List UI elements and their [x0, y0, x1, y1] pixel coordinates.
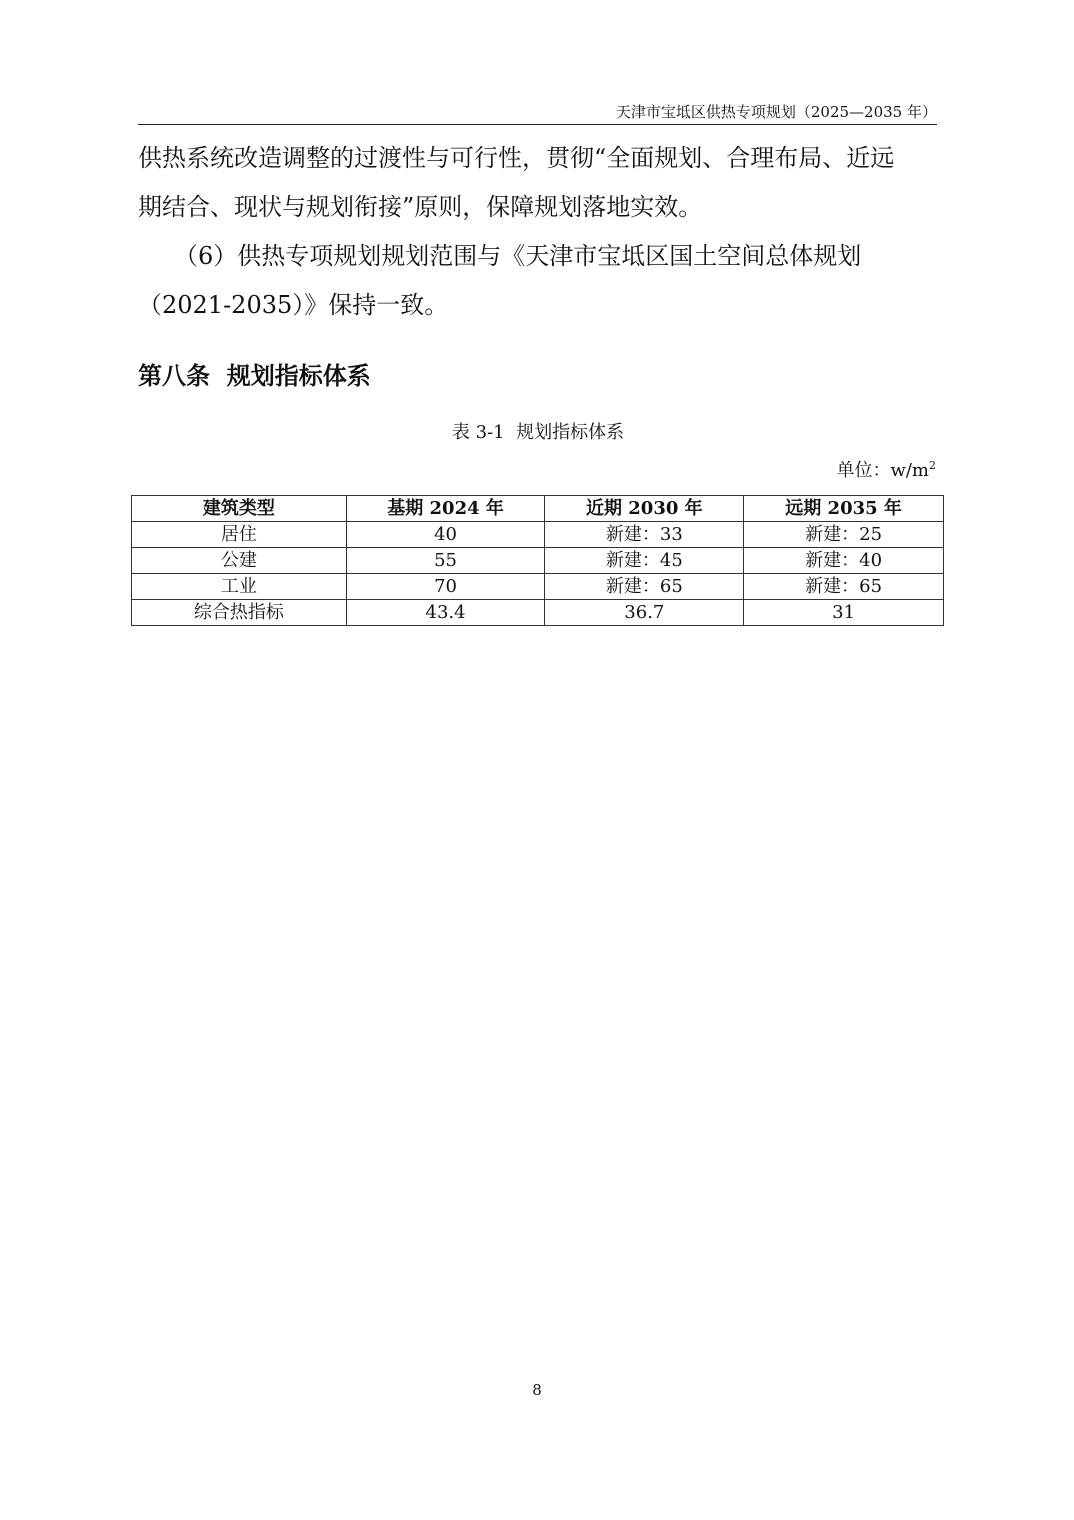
- running-header: [138, 102, 937, 125]
- table-unit-note: [836, 458, 936, 484]
- page-number: 8: [532, 1381, 542, 1399]
- table-caption: 表 3-1 规划指标体系: [451, 422, 625, 443]
- column-header: 近期 2030 年: [545, 496, 744, 522]
- table-cell: 新建：25: [744, 522, 944, 548]
- unit-text: 单位：w/m: [836, 460, 929, 481]
- paragraph-line: （6）供热专项规划规划范围与《天津市宝坻区国土空间总体规划: [138, 242, 862, 270]
- column-header: 远期 2035 年: [744, 496, 944, 522]
- table-cell: 40: [346, 522, 545, 548]
- table-cell: 工业: [132, 574, 347, 600]
- body-paragraph: [138, 232, 938, 330]
- body-paragraph: [138, 134, 938, 232]
- table-cell: 新建：45: [545, 548, 744, 574]
- paragraph-line: （2021-2035）》保持一致。: [138, 291, 449, 319]
- planning-index-table: [131, 495, 944, 626]
- table-header-row: [132, 496, 944, 522]
- table-row: [132, 600, 944, 626]
- table-cell: 新建：40: [744, 548, 944, 574]
- section-heading: 第八条 规划指标体系: [138, 362, 371, 390]
- running-header-title: 天津市宝坻区供热专项规划（2025—2035 年）: [615, 103, 937, 121]
- paragraph-line: 期结合、现状与规划衔接”原则，保障规划落地实效。: [138, 193, 703, 221]
- table-cell: 公建: [132, 548, 347, 574]
- column-header: 基期 2024 年: [346, 496, 545, 522]
- table-cell: 36.7: [545, 600, 744, 626]
- table-cell: 70: [346, 574, 545, 600]
- column-header: 建筑类型: [132, 496, 347, 522]
- table-row: [132, 548, 944, 574]
- table-cell: 31: [744, 600, 944, 626]
- table-cell: 居住: [132, 522, 347, 548]
- paragraph-line: 供热系统改造调整的过渡性与可行性，贯彻“全面规划、合理布局、近远: [138, 144, 895, 172]
- unit-superscript: 2: [929, 459, 936, 472]
- table-cell: 综合热指标: [132, 600, 347, 626]
- table-cell: 新建：65: [744, 574, 944, 600]
- table-row: [132, 574, 944, 600]
- table-cell: 新建：65: [545, 574, 744, 600]
- table-cell: 新建：33: [545, 522, 744, 548]
- table-cell: 43.4: [346, 600, 545, 626]
- table-cell: 55: [346, 548, 545, 574]
- table-row: [132, 522, 944, 548]
